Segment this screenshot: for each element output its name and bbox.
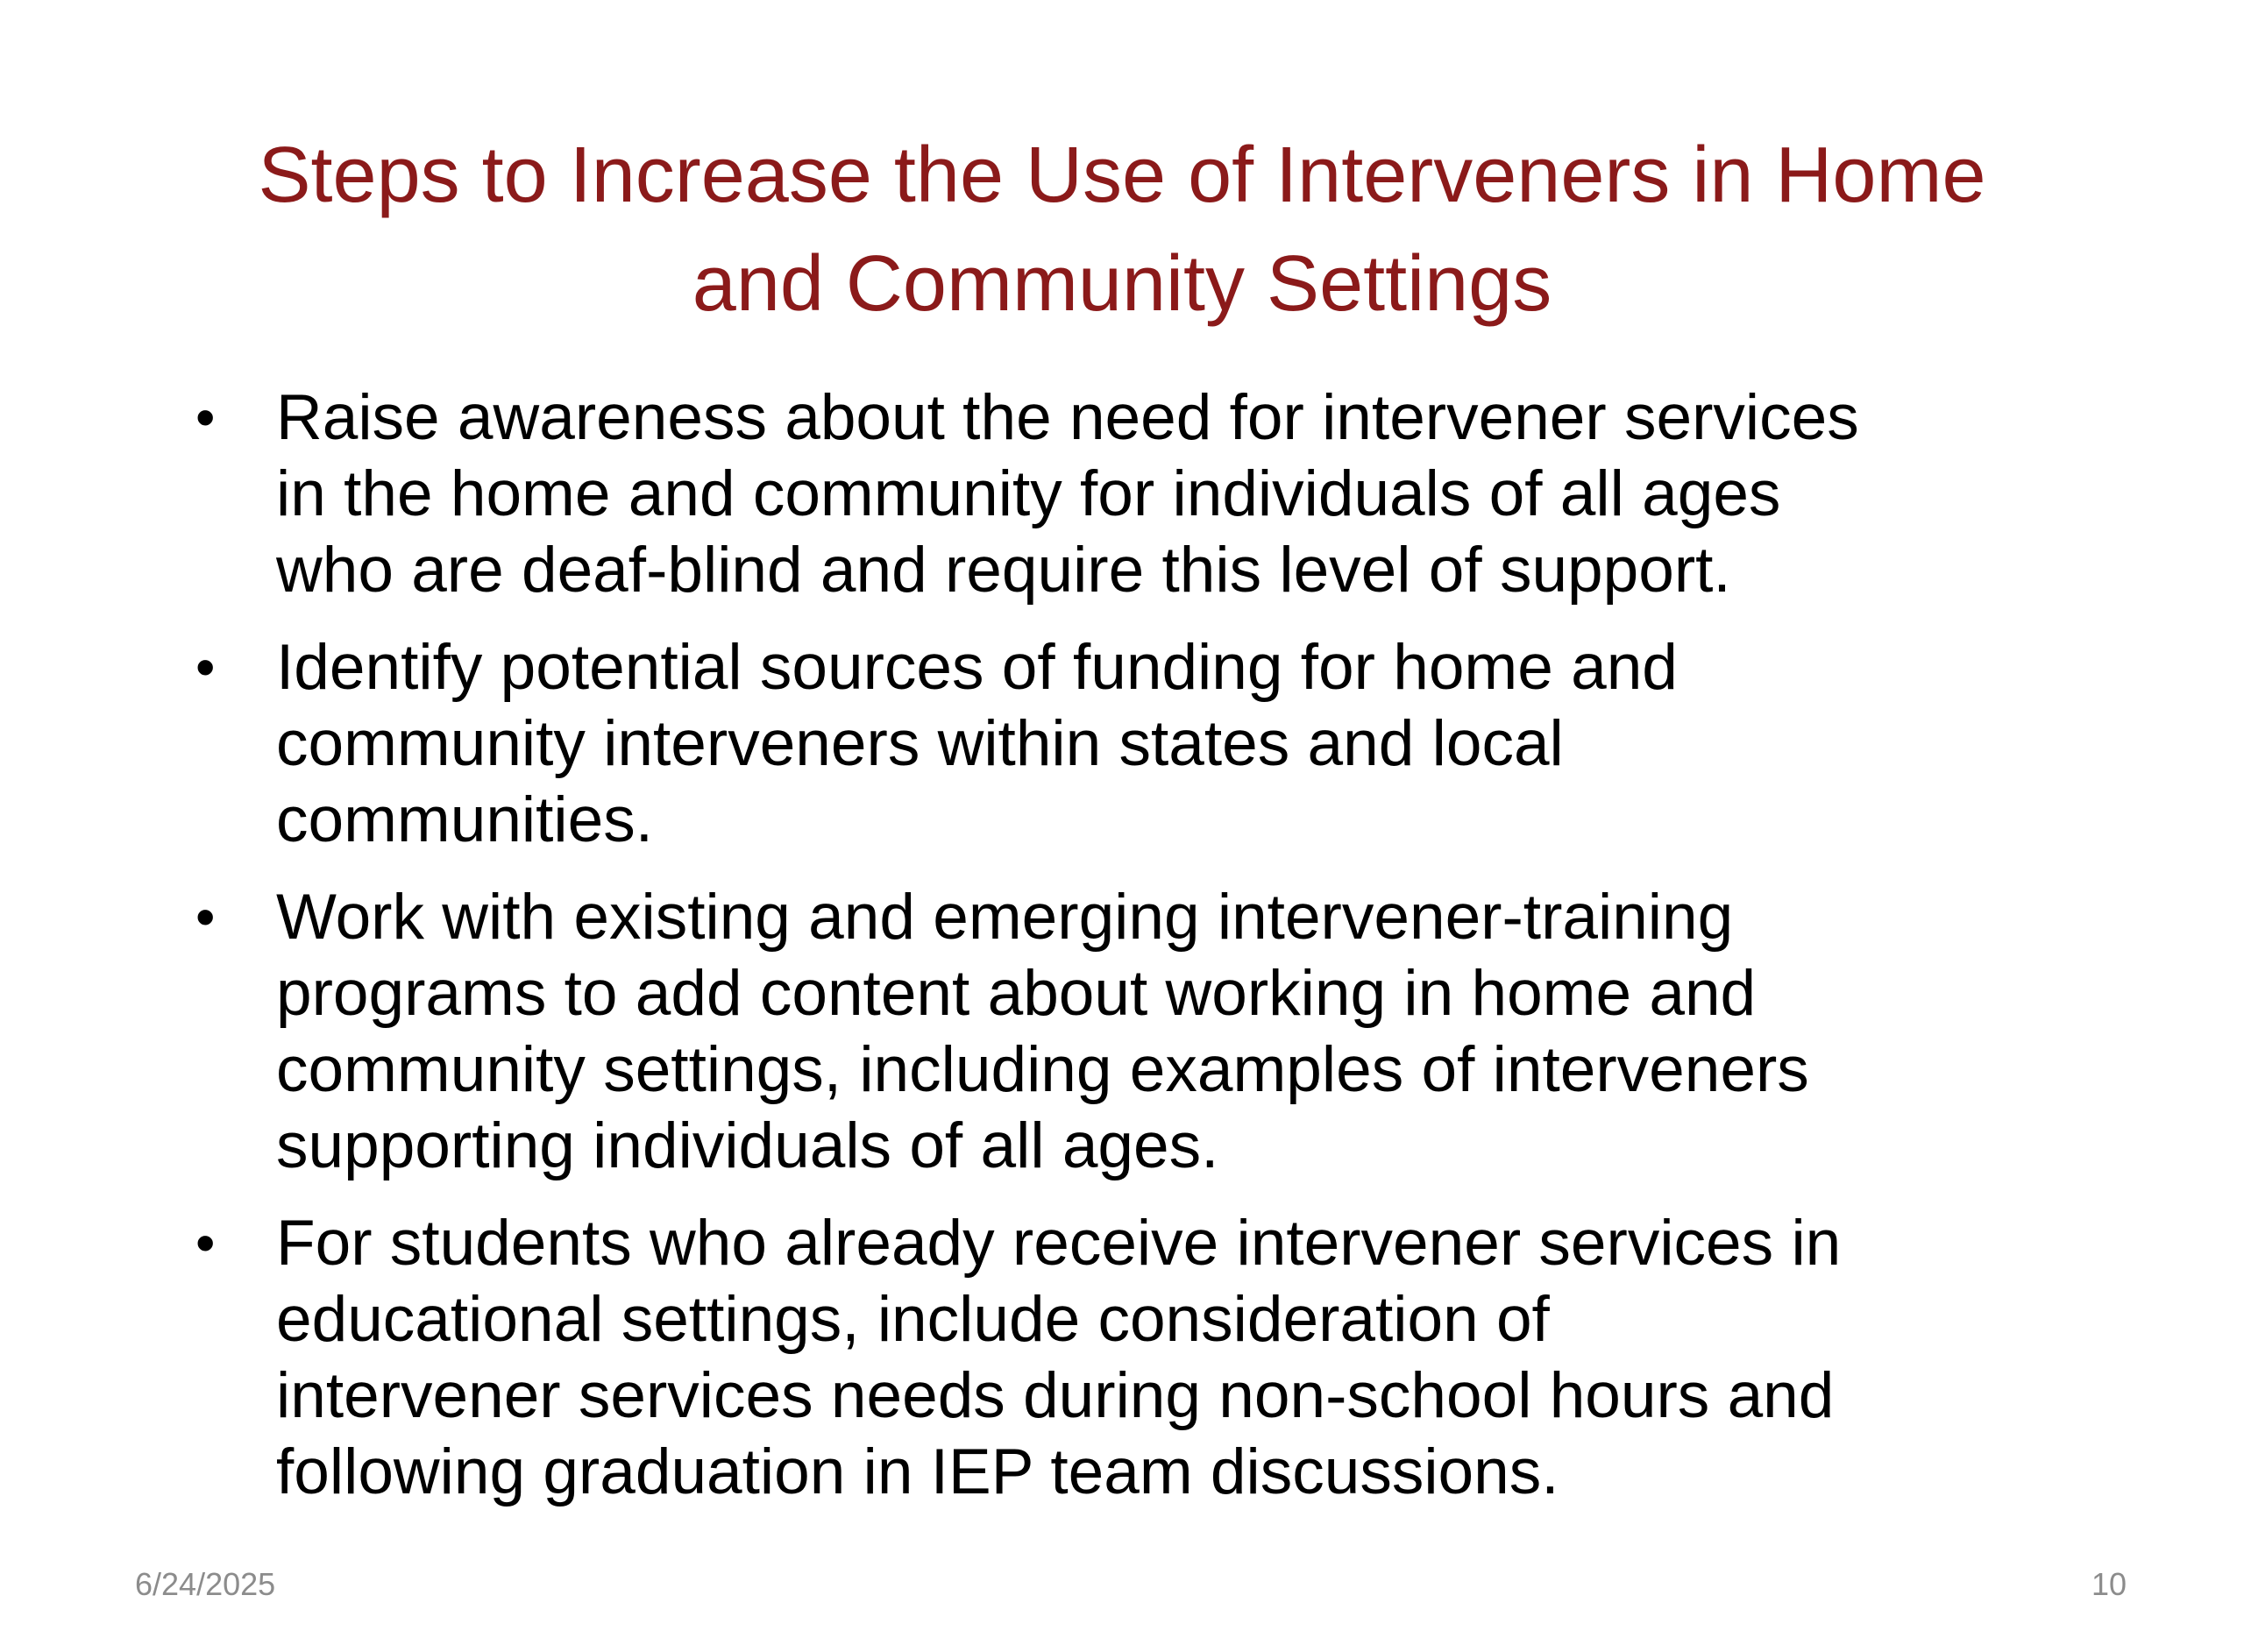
bullet-2-line-3: communities. [276, 784, 654, 855]
bullet-4-line-1: For students who already receive intervener services in [276, 1208, 1842, 1279]
bullet-dot-icon: • [195, 1211, 216, 1274]
bullet-3-line-1: Work with existing and emerging intervener-training [276, 882, 1734, 953]
bullet-dot-icon: • [195, 885, 216, 948]
slide-title-line-2: and Community Settings [692, 240, 1552, 328]
bullet-2-line-1: Identify potential sources of funding for home and [276, 632, 1678, 703]
bullet-1-line-2: in the home and community for individuals of all ages [276, 458, 1781, 529]
bullet-4-line-2: educational settings, include consideration of [276, 1284, 1550, 1355]
bullet-4-line-3: intervener services needs during non-school hours and [276, 1360, 1835, 1431]
bullet-3-line-2: programs to add content about working in home and [276, 958, 1757, 1029]
slide-title-line-1: Steps to Increase the Use of Interveners in Home [258, 131, 1986, 219]
bullet-2-line-2: community interveners within states and local [276, 708, 1564, 779]
bullet-3-line-4: supporting individuals of all ages. [276, 1110, 1219, 1181]
bullet-list [188, 379, 2082, 1531]
bullet-1-line-1: Raise awareness about the need for intervener services [276, 382, 1859, 453]
bullet-item-4 [188, 1205, 2082, 1510]
footer-date: 6/24/2025 [135, 1566, 276, 1602]
bullet-item-3 [188, 879, 2082, 1184]
bullet-3-line-3: community settings, including examples of interveners [276, 1034, 1809, 1105]
slide-title [158, 121, 2086, 338]
bullet-dot-icon: • [195, 386, 216, 449]
footer-page-number: 10 [2091, 1566, 2127, 1602]
bullet-item-2 [188, 629, 2082, 858]
bullet-1-line-3: who are deaf-blind and require this level of support. [276, 535, 1731, 606]
bullet-dot-icon: • [195, 635, 216, 698]
bullet-item-1 [188, 379, 2082, 608]
bullet-4-line-4: following graduation in IEP team discussions. [276, 1436, 1559, 1507]
